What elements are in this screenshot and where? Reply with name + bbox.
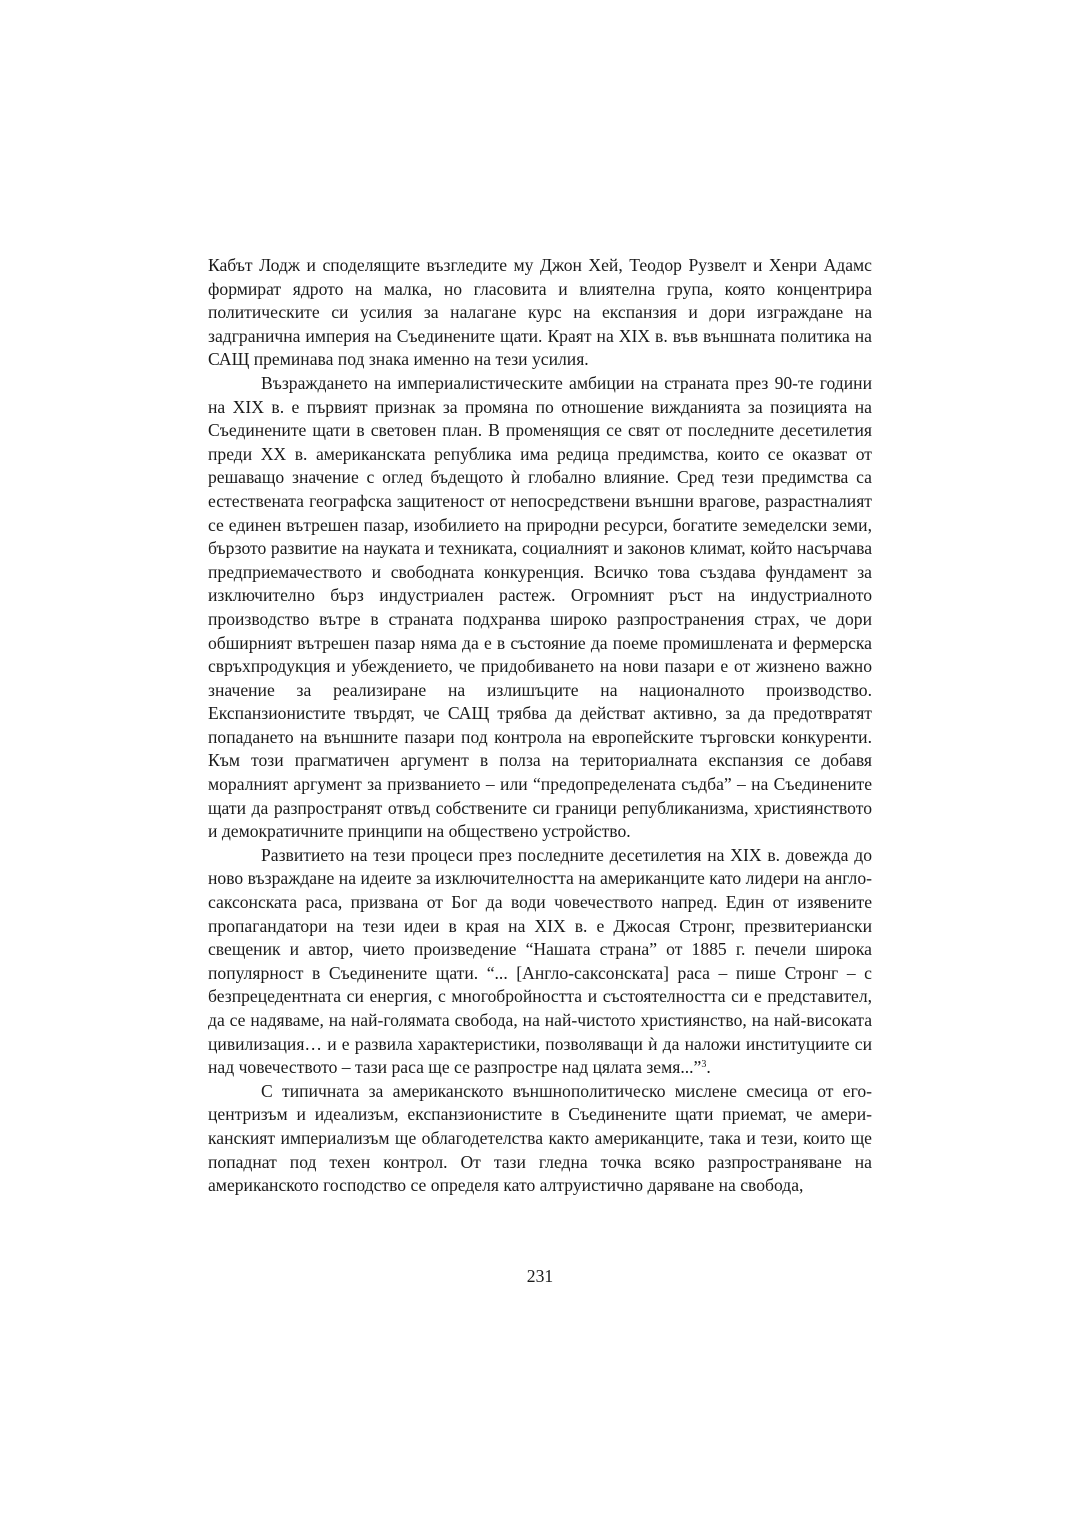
paragraph-3-tail: . <box>706 1057 711 1078</box>
page-number: 231 <box>526 1266 554 1286</box>
footnote-reference: 3 <box>701 1059 707 1071</box>
paragraph-3-text: Развитието на тези процеси през последните десетилетия на XIX в. довежда до ново възраждане на идеите за изключителността на американците като лидери на англо-саксонската раса, призвана от Бог да води човечеството напред. Един от изявените пропагандатори на тези идеи в края на XIX в. е Джосая Стронг, презвитериански свещеник и автор, чието произведение “Нашата страна” от 1885 г. печели широка популярност в Съединените щати. “... [Англо-саксонската] раса – пише Стронг – с безпрецедентната си енергия, с многобройността и състоятелността си е представител, да се надяваме, на най-голямата свобода, на най-чистото християнство, на най-високата цивилизация… и е развила характеристики, позволяващи ѝ да наложи институциите си над човечеството – тази раса ще се разпростре над цялата земя...” <box>208 844 872 1078</box>
paragraph-1: Кабът Лодж и споделящите възгледите му Джон Хей, Теодор Рузвелт и Хенри Адамс формират ядрото на малка, но гласовита и влиятелна група, която концентрира политическите си усилия за налагане курс на експанзия и дори изграждане на задгранична империя на Съединените щати. Краят на XIX в. във външната политика на САЩ преминава под знака именно на тези усилия. <box>208 255 872 370</box>
paragraph-2: Възраждането на империалистическите амбиции на страната през 90-те години на XIX в. е първият признак за промяна по отношение вижданията за позицията на Съединените щати в световен план. В променящия се свят от последните десетилетия преди XX в. американската република има редица предимства, които се оказват от решаващо значение с оглед бъдещото ѝ глобално влияние. Сред тези предимства са естествената географска защитеност от непосредствени външни врагове, разрастналият се единен вътрешен пазар, изобилието на природни ресурси, богатите земеделски земи, бързото развитие на науката и техниката, социалният и законов климат, който насърчава предприемачеството и свободната конкуренция. Всичко това създава фундамент за изключително бърз индустриален растеж. Огромният ръст на индустриалното производство вътре в страната подхранва широко разпространения страх, че дори обширният вътрешен пазар няма да е в състояние да поеме промишлената и фермерска свръхпродукция и убеждението, че придобиването на нови пазари е от жизнено важно значение за реализиране на излишъците на националното производство. Експанзионистите твърдят, че САЩ трябва да действат активно, за да предотвратят попадането на външните пазари под контрола на европейските търговски конкуренти. Към този прагматичен аргумент в полза на териториалната експанзия се добавя моралният аргумент за призванието – или “предопределената съдба” – на Съединените щати да разпространят отвъд собствените си граници републиканизма, християнството и демократичните принципи на обществено устройство. <box>208 372 872 842</box>
paragraph-4: С типичната за американското външнополитическо мислене смесица от егоцентризъм и идеализъм, експанзионистите в Съединените щати приемат, че американският империализъм ще облагодетелства както американците, така и тези, които ще попаднат под техен контрол. От тази гледна точка всяко разпространяване на американското господство се определя като алтруистично даряване на свобода, <box>208 1080 872 1196</box>
paragraph-3 <box>208 844 872 1080</box>
body-text <box>208 254 872 1198</box>
